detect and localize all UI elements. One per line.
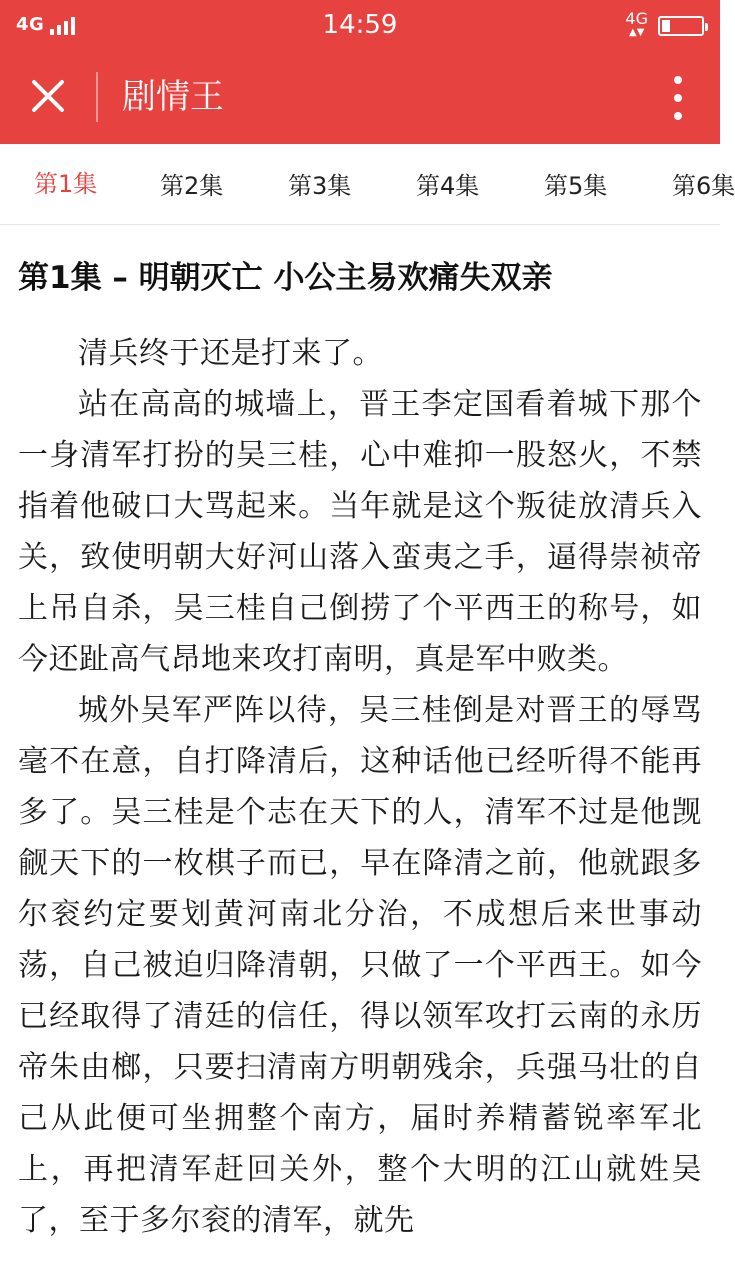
article-paragraph: 城外吴军严阵以待，吴三桂倒是对晋王的辱骂毫不在意，自打降清后，这种话他已经听得不能再多了。吴三桂是个志在天下的人，清军不过是他觊觎天下的一枚棋子而已，早在降清之前，他就跟多尔衮约定要划黄河南北分治，不成想后来世事动荡，自己被迫归降清朝，只做了一个平西王。如今已经取得了清廷的信任，得以领军攻打云南的永历帝朱由榔，只要扫清南方明朝残余，兵强马壮的自己从此便可坐拥整个南方，届时养精蓄锐率军北上，再把清军赶回关外，整个大明的江山就姓吴了，至于多尔衮的清军，就先 <box>18 693 702 1238</box>
network-type-right <box>625 9 648 40</box>
tab-episode-3[interactable]: 第3集 <box>288 172 352 200</box>
more-button[interactable] <box>658 70 698 126</box>
nav-bar <box>0 50 720 144</box>
episode-tabs <box>0 144 735 225</box>
network-type-right-label: 4G <box>625 9 648 28</box>
battery-icon <box>658 16 704 36</box>
nav-divider <box>96 72 98 122</box>
more-vertical-icon <box>674 76 682 84</box>
tab-episode-4[interactable]: 第4集 <box>416 172 480 200</box>
tab-episode-1[interactable]: 第1集 <box>34 170 98 198</box>
status-time: 14:59 <box>322 10 398 40</box>
more-vertical-icon <box>674 112 682 120</box>
article <box>18 224 702 1246</box>
status-bar <box>0 0 720 50</box>
article-paragraph: 清兵终于还是打来了。 <box>78 336 383 371</box>
more-vertical-icon <box>674 94 682 102</box>
close-icon <box>18 66 78 126</box>
top-bar <box>0 0 720 144</box>
tab-episode-2[interactable]: 第2集 <box>160 172 224 200</box>
article-paragraph: 站在高高的城墙上，晋王李定国看着城下那个一身清军打扮的吴三桂，心中难抑一股怒火，不禁指着他破口大骂起来。当年就是这个叛徒放清兵入关，致使明朝大好河山落入蛮夷之手，逼得崇祯帝上吊自杀，吴三桂自己倒捞了个平西王的称号，如今还趾高气昂地来攻打南明，真是军中败类。 <box>18 387 702 677</box>
chapter-title: 第1集 – 明朝灭亡 小公主易欢痛失双亲 <box>18 260 553 296</box>
network-type-left: 4G <box>16 14 45 35</box>
data-arrows-icon: ▲▼ <box>629 27 645 38</box>
tab-episode-5[interactable]: 第5集 <box>544 172 608 200</box>
tab-episode-6[interactable]: 第6集 <box>672 172 735 200</box>
close-button[interactable] <box>18 66 78 126</box>
page-title: 剧情王 <box>122 77 224 117</box>
status-right <box>625 9 704 40</box>
